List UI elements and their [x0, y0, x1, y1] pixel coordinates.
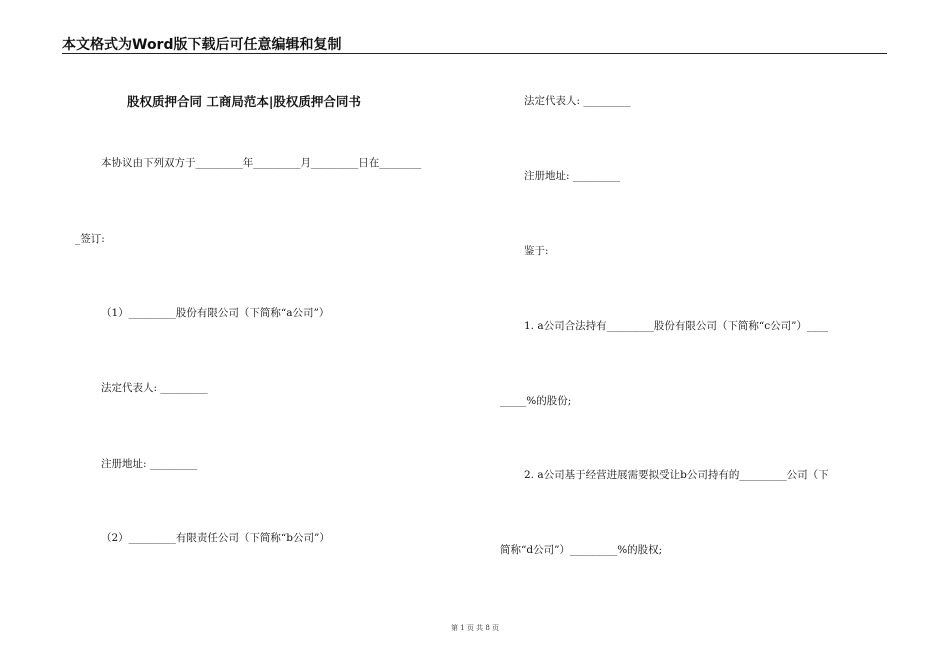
right-line-6: 2. a公司基于经营进展需要拟受让b公司持有的_________公司（下	[524, 469, 829, 481]
left-line-5: 注册地址: _________	[101, 458, 198, 470]
right-line-5: _____%的股份;	[500, 395, 572, 407]
page-header: 本文格式为Word版下载后可任意编辑和复制	[62, 37, 342, 53]
right-line-1: 法定代表人: _________	[524, 95, 631, 107]
left-line-2: _签订:	[75, 233, 105, 245]
right-line-7: 简称“d公司”）_________%的股权;	[500, 544, 663, 556]
left-line-3: （1）_________股份有限公司（下简称“a公司”）	[101, 307, 330, 319]
right-line-2: 注册地址: _________	[524, 170, 621, 182]
left-line-4: 法定代表人: _________	[101, 382, 208, 394]
left-line-1: 本协议由下列双方于_________年_________月_________日在________	[101, 157, 422, 169]
header-rule	[62, 53, 887, 54]
left-line-6: （2）_________有限责任公司（下简称“b公司”）	[101, 532, 330, 544]
right-line-4: 1. a公司合法持有_________股份有限公司（下简称“c公司”）____	[524, 320, 828, 332]
document-title: 股权质押合同 工商局范本|股权质押合同书	[127, 94, 361, 109]
page-footer: 第 1 页 共 8 页	[450, 624, 500, 632]
right-line-3: 鉴于:	[524, 245, 549, 257]
